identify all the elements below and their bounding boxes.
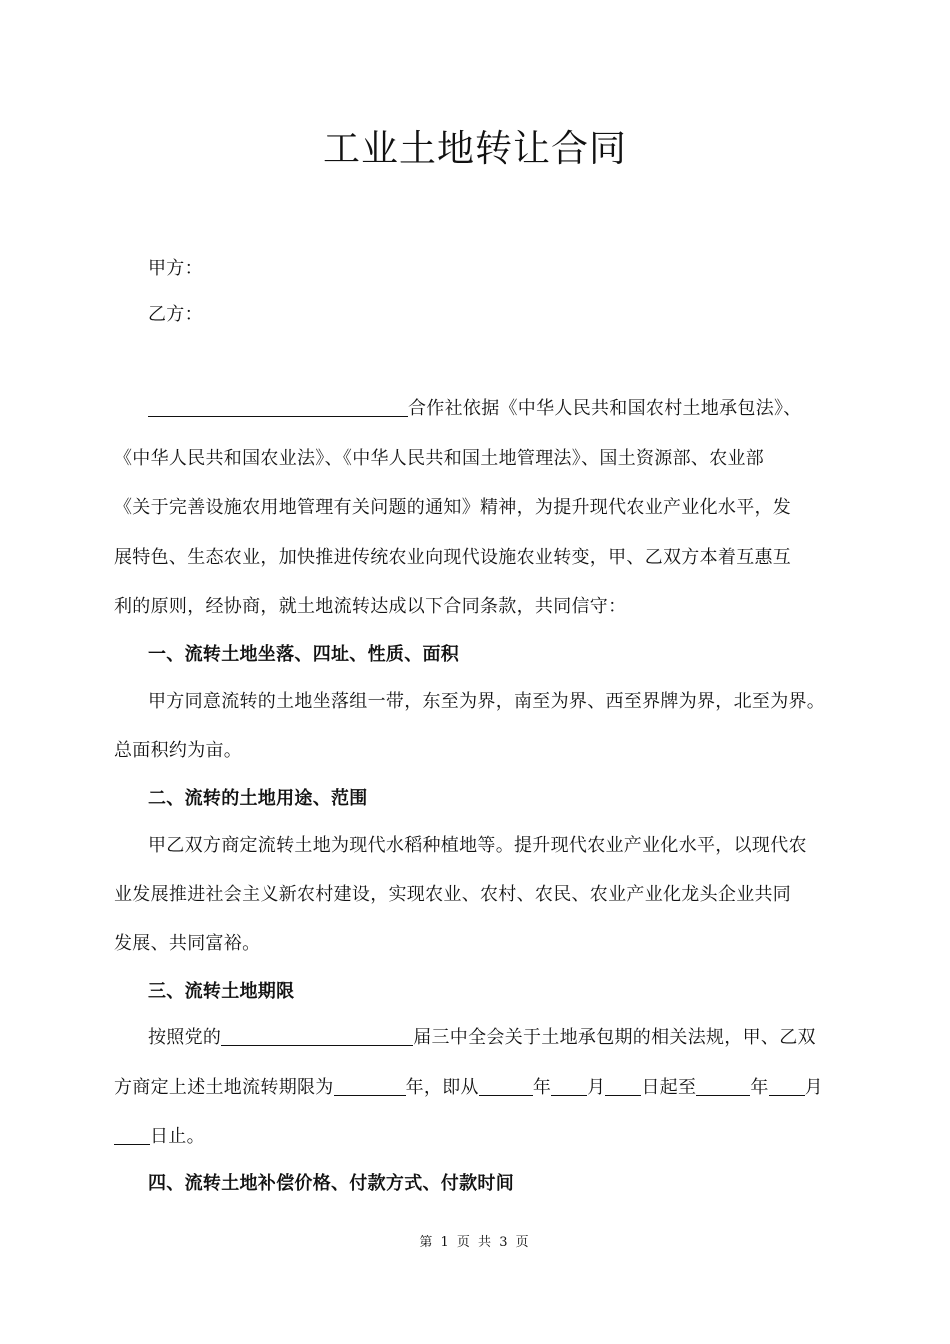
- section-3-text-1a: 按照党的: [148, 1027, 222, 1048]
- section-3-text-2a: 方商定上述土地流转期限为: [114, 1077, 334, 1098]
- section-1-line-1: 甲方同意流转的土地坐落组一带，东至为界，南至为界、西至界牌为界，北至为界。: [148, 691, 826, 712]
- preamble-line-5: 利的原则，经协商，就土地流转达成以下合同条款，共同信守：: [114, 596, 627, 617]
- section-1-heading: 一、流转土地坐落、四址、性质、面积: [148, 644, 460, 665]
- section-1-line-2: 总面积约为亩。: [114, 740, 243, 761]
- term-years-blank[interactable]: [334, 1077, 406, 1096]
- start-month-blank[interactable]: [551, 1077, 587, 1096]
- section-2-heading: 二、流转的土地用途、范围: [148, 788, 368, 809]
- footer-middle: 页 共: [456, 1235, 494, 1250]
- start-year-blank[interactable]: [479, 1077, 533, 1096]
- section-3-line-3: [114, 1125, 840, 1149]
- preamble-line-1: [148, 397, 838, 421]
- section-2-line-1: 甲乙双方商定流转土地为现代水稻种植地等。提升现代农业产业化水平，以现代农: [148, 835, 807, 856]
- section-3-line-2: [114, 1076, 840, 1100]
- congress-number-blank[interactable]: [221, 1027, 413, 1046]
- cooperative-name-blank[interactable]: [148, 398, 408, 417]
- party-a-label: 甲方：: [148, 258, 203, 279]
- section-3-text-2f: 年: [750, 1077, 769, 1098]
- preamble-line-2: 《中华人民共和国农业法》、《中华人民共和国土地管理法》、国土资源部、农业部: [114, 448, 765, 469]
- section-2-line-3: 发展、共同富裕。: [114, 933, 261, 954]
- section-3-text-2g: 月: [804, 1077, 823, 1098]
- section-3-line-1: [148, 1026, 838, 1050]
- document-title: 工业土地转让合同: [323, 127, 627, 170]
- end-day-blank[interactable]: [114, 1126, 150, 1145]
- footer-page-number: 1: [440, 1235, 451, 1250]
- section-3-text-2b: 年，即从: [405, 1077, 479, 1098]
- footer-suffix: 页: [515, 1235, 531, 1250]
- section-3-text-2e: 日起至: [641, 1077, 697, 1098]
- preamble-text-1: 合作社依据《中华人民共和国农村土地承包法》、: [408, 398, 802, 419]
- section-3-heading: 三、流转土地期限: [148, 981, 295, 1002]
- section-4-heading: 四、流转土地补偿价格、付款方式、付款时间: [148, 1173, 514, 1194]
- start-day-blank[interactable]: [605, 1077, 641, 1096]
- footer-prefix: 第: [419, 1235, 435, 1250]
- preamble-line-4: 展特色、生态农业，加快推进传统农业向现代设施农业转变，甲、乙双方本着互惠互: [114, 547, 792, 568]
- section-3-text-2c: 年: [532, 1077, 552, 1098]
- section-2-line-2: 业发展推进社会主义新农村建设，实现农业、农村、农民、农业产业化龙头企业共同: [114, 884, 792, 905]
- section-3-text-2d: 月: [587, 1077, 606, 1098]
- preamble-line-3: 《关于完善设施农用地管理有关问题的通知》精神，为提升现代农业产业化水平，发: [114, 497, 792, 518]
- end-year-blank[interactable]: [696, 1077, 750, 1096]
- end-month-blank[interactable]: [769, 1077, 805, 1096]
- page-footer: [0, 1231, 950, 1250]
- section-3-text-1b: 届三中全会关于土地承包期的相关法规，甲、乙双: [413, 1027, 816, 1048]
- footer-total-pages: 3: [499, 1235, 510, 1250]
- section-3-text-3: 日止。: [150, 1126, 205, 1147]
- party-b-label: 乙方：: [148, 304, 203, 325]
